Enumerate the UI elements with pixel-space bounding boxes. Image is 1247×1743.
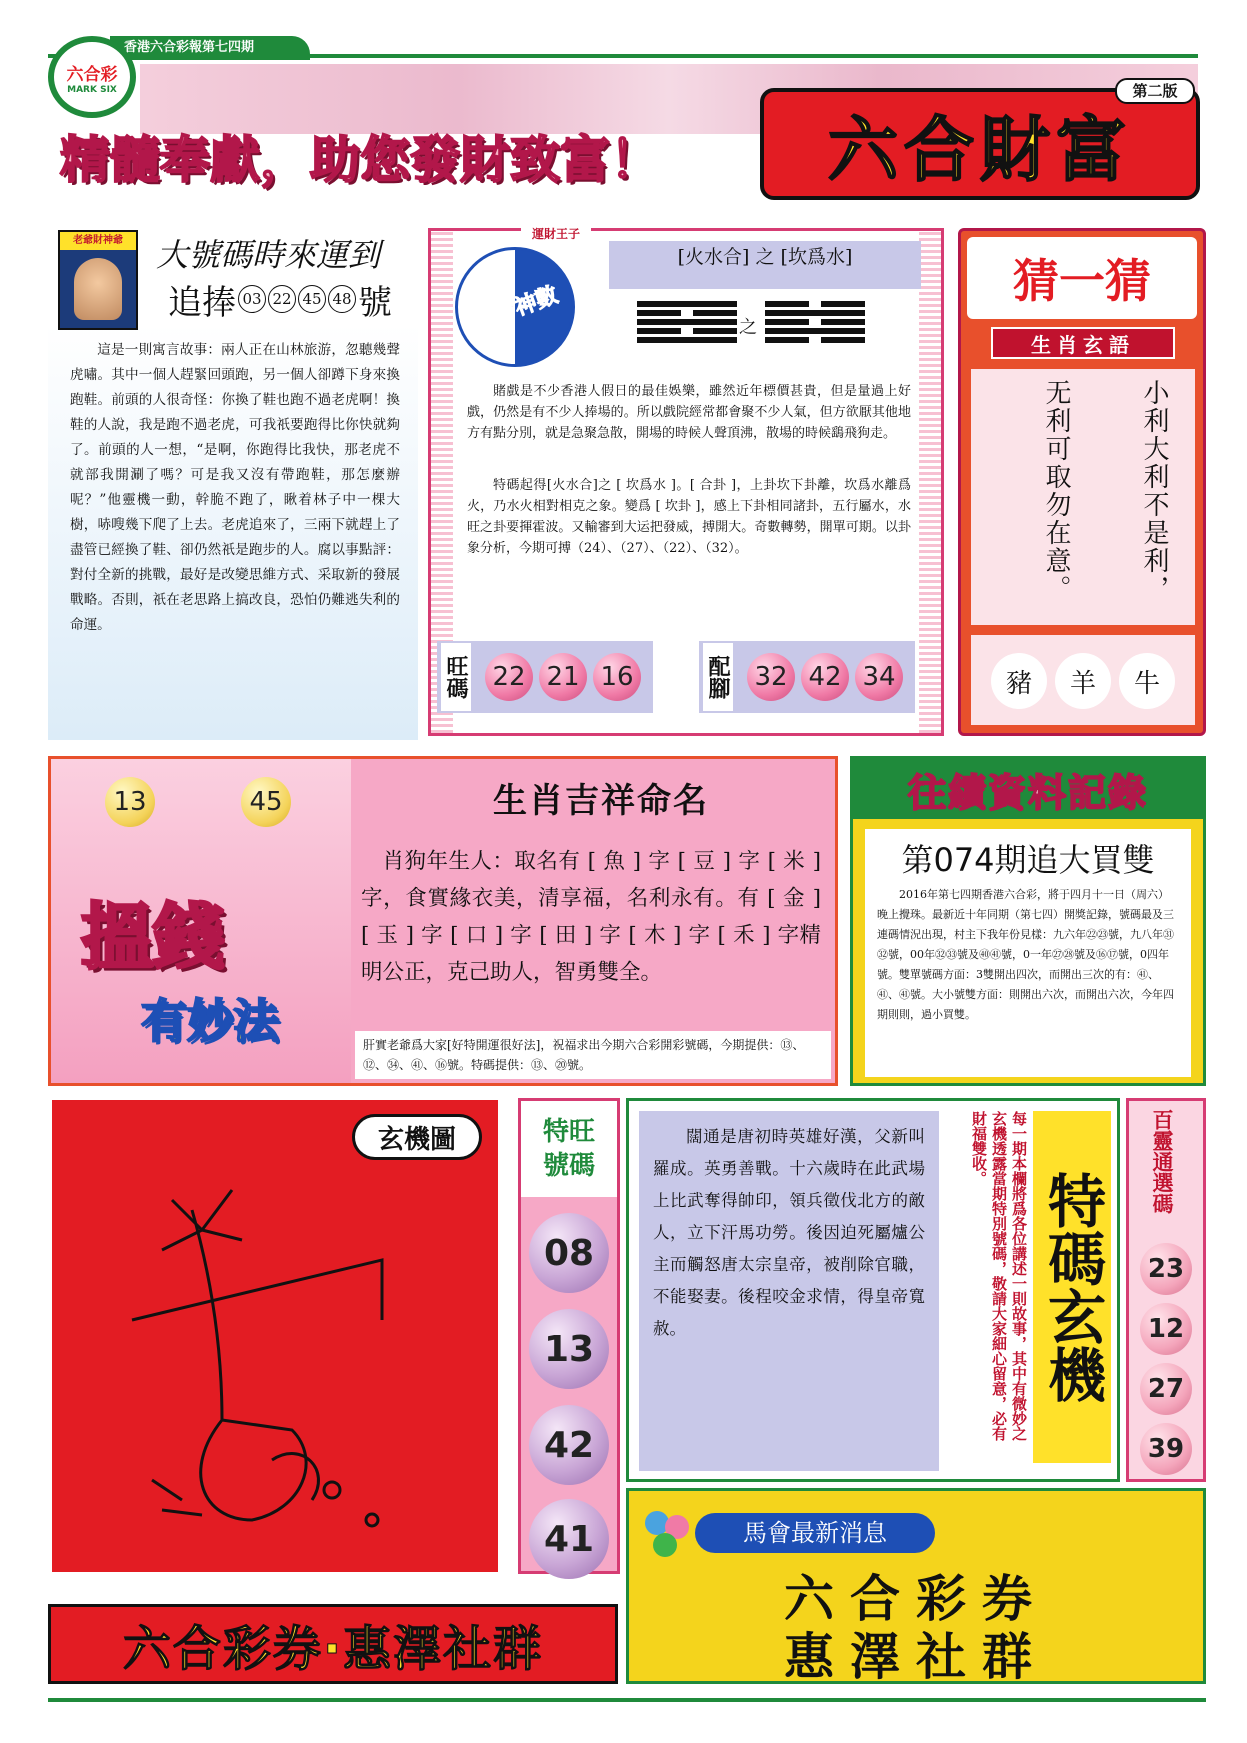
- wang-number: 22: [485, 653, 533, 701]
- news-title: 馬會最新消息: [695, 1513, 935, 1553]
- record-box: [850, 756, 1206, 1086]
- hexagram-left: [637, 301, 737, 349]
- naming-body: 肖狗年生人：取名有 [ 魚 ] 字 [ 豆 ] 字 [ 米 ] 字，食實緣衣美，清享福，名利永有。有 [ 金 ] [ 玉 ] 字 [ 口 ] 字 [ 田 ] 字 [ 木 ] 字 [ 禾 ] 字精明公正，克己助人，智勇雙全。: [361, 849, 821, 985]
- wang-strip: [437, 641, 653, 713]
- chase-prefix: 追捧: [168, 282, 236, 323]
- gua-heading: [火水合] 之 [坎爲水]: [609, 241, 921, 289]
- record-headline: 第074期追大買雙: [901, 841, 1155, 879]
- chase-suffix: 號: [358, 282, 392, 323]
- animal-ball: 牛: [1119, 653, 1175, 709]
- guess-line1: 小利大利不是利，: [1139, 379, 1169, 603]
- animal-ball: 羊: [1055, 653, 1111, 709]
- animals-row: [971, 635, 1195, 725]
- baiyan-number: 39: [1140, 1423, 1192, 1475]
- avatar-face: [74, 258, 122, 320]
- guess-box: [958, 228, 1206, 736]
- gua-badge-top: 運財王子: [521, 225, 591, 242]
- naming-box: [48, 756, 838, 1086]
- gua-box: [428, 228, 944, 736]
- te-wang-box: [518, 1098, 620, 1574]
- gua-para2: 特碼起得[火水合]之 [ 坎爲水 ]。[ 合卦 ]，上卦坎下卦離，坎爲水離爲火，乃水火相對相克之象。變爲 [ 坎卦 ]，感上下卦相同諸卦，五行屬水，水旺之卦要揮霍波。又輸審到大运把發威，搏開大。奇數轉勢，開單可期。以卦象分析，今期可搏（24）、（27）、（22）、（32）。: [467, 478, 911, 556]
- news-line2: 惠澤社群: [784, 1628, 1048, 1686]
- naming-ball: 45: [241, 777, 291, 827]
- tema-box: [626, 1098, 1120, 1482]
- baiyan-title: 百靈通選碼: [1150, 1109, 1174, 1214]
- tema-title-box: [1033, 1111, 1111, 1463]
- record-banner-box: [853, 759, 1203, 819]
- masthead: [760, 88, 1200, 200]
- guess-verse: [971, 369, 1195, 625]
- guess-line2: 无利可取勿在意。: [1041, 379, 1071, 603]
- wang-label: 旺碼: [441, 643, 471, 711]
- record-body-box: [865, 829, 1191, 1077]
- chase-line: [168, 274, 418, 324]
- te-wang-number: 41: [529, 1499, 609, 1579]
- xuanji-drawing: [72, 1170, 482, 1560]
- tema-title: 特碼玄機: [1038, 1171, 1106, 1403]
- logo-text: 六合彩: [66, 64, 118, 85]
- chase-number: 03: [238, 285, 266, 313]
- naming-art-text2: 有妙法: [141, 994, 279, 1048]
- baiyan-number: 12: [1140, 1303, 1192, 1355]
- slogan: 精髓奉獻，助您發財致富！: [60, 131, 660, 189]
- mark-six-logo: [48, 36, 136, 118]
- naming-ball: 13: [105, 777, 155, 827]
- wang-number: 21: [539, 653, 587, 701]
- story2-body: 闊通是唐初時英雄好漢，父新叫羅成。英勇善戰。十六歲時在此武場上比武奪得帥印，領兵徵伐北方的敵人，立下汗馬功勞。後因迫死屬爐公主而觸怒唐太宗皇帝，被削除官職，不能娶妻。後程咬金求情，得皇帝寬赦。: [639, 1111, 939, 1471]
- yin-yang-text: 六合神數: [470, 282, 562, 336]
- te-wang-number: 08: [529, 1213, 609, 1293]
- te-wang-title: 特旺號碼: [542, 1117, 595, 1181]
- pei-number: 32: [747, 653, 795, 701]
- gua-para1: 賭戲是不少香港人假日的最佳娛樂，雖然近年標價甚貴，但是量過上好戲，仍然是有不少人捧場的。所以戲院經常都會聚不少人氣，但方欲厭其他地方有點分別，就是急聚急散，開場的時候人聲頂沸，散場的時候鷂飛狗走。: [467, 384, 911, 441]
- pei-number: 34: [855, 653, 903, 701]
- news-line1: 六合彩券: [784, 1570, 1048, 1628]
- hexagram-right: [765, 301, 865, 349]
- logo-sub: MARK SIX: [67, 84, 117, 95]
- naming-title: 生肖吉祥命名: [493, 781, 709, 821]
- record-banner: 往績資料記錄: [907, 770, 1148, 815]
- xuanji-label: 玄機圖: [377, 1124, 456, 1155]
- bottom-left-text: 六合彩券·惠澤社群: [122, 1620, 544, 1677]
- te-wang-number: 42: [529, 1405, 609, 1485]
- baiyan-box: [1126, 1098, 1206, 1482]
- animal-ball: 豬: [991, 653, 1047, 709]
- edition-badge: 第二版: [1115, 78, 1195, 104]
- bottom-rule: [48, 1698, 1206, 1702]
- mini-ball-icon: [653, 1533, 677, 1557]
- xuanji-art: [52, 1100, 498, 1572]
- story-title: 大號碼時來運到: [156, 236, 381, 274]
- tema-note: 每一期本欄將爲各位講述一則故事，其中有微妙之玄機透露當期特別號碼，敬請大家細心留意，必有財福雙收。: [970, 1111, 1028, 1441]
- yin-yang-badge: [455, 247, 575, 367]
- hex-joiner: 之: [739, 317, 757, 338]
- pei-label: 配腳: [703, 643, 733, 711]
- naming-footnote: 肝實老爺爲大家[好特開運很好法]，祝福求出今期六合彩開彩號碼，今期提供：⑬、⑫、㉞、㊶、⑯號。特碼提供：⑬、⑳號。: [355, 1031, 831, 1079]
- guess-title: 猜一猜: [1013, 254, 1151, 308]
- baiyan-number: 27: [1140, 1363, 1192, 1415]
- news-box: [626, 1488, 1206, 1684]
- guess-title-box: [967, 237, 1197, 319]
- chase-number: 48: [328, 285, 356, 313]
- te-wang-number: 13: [529, 1309, 609, 1389]
- record-body: 2016年第七四期香港六合彩，將于四月十一日（周六）晚上攪珠。最新近十年同期（第七四）開獎記錄，號碼最及三連碼情況出現，村主下我年份見樣：九六年㉒㉓號，九八年㉛㉜號，00年㉜㉝號及㊵㊶號，0一年㉗㉘號及⑯⑰號，0四年號。雙單號碼方面：3雙開出四次，而開出三次的有：㊶、㊶、㊶號。大小號雙方面：則開出六次，而開出六次，今年四期則則，過小買雙。: [877, 888, 1174, 1021]
- bottom-left-banner: [48, 1604, 618, 1684]
- xuanji-label-box: [352, 1114, 482, 1160]
- header: [0, 0, 1247, 215]
- naming-art-text1: 搵錢: [81, 895, 226, 979]
- avatar: [58, 230, 138, 330]
- guess-subtitle: 生肖玄語: [991, 327, 1175, 359]
- issue-tab: 香港六合彩報第七四期: [110, 36, 310, 60]
- story-body: 這是一則寓言故事：兩人正在山林旅游，忽聽幾聲虎嘯。其中一個人趕緊回頭跑，另一個人卻蹲下身來換跑鞋。前頭的人很奇怪：你換了鞋也跑不過老虎啊！換鞋的人說，我是跑不過老虎，可我祇要跑得比你快就夠了。前頭的人一想，“是啊，你跑得比我快，那老虎不就部我開涮了嗎？可是我又沒有帶跑鞋，那怎麼辦呢？”他靈機一動，幹脆不跑了，瞅着林子中一棵大樹，哧嗖幾下爬了上去。老虎追來了，三兩下就趕上了盡管已經換了鞋、卻仍然祇是跑步的人。腐以事點評：對付全新的挑戰，最好是改變思維方式、采取新的發展戰略。否則，祇在老思路上搞改良，恐怕仍難逃失利的命運。: [70, 342, 400, 633]
- wang-number: 16: [593, 653, 641, 701]
- gua-right-stripe: [919, 231, 941, 733]
- pei-strip: [699, 641, 915, 713]
- chase-number: 45: [298, 285, 326, 313]
- baiyan-number: 23: [1140, 1243, 1192, 1295]
- avatar-label: 老爺財神爺: [60, 232, 136, 250]
- te-wang-title-box: [521, 1101, 617, 1197]
- naming-art: [51, 759, 351, 1083]
- chase-number: 22: [268, 285, 296, 313]
- story-box: [48, 220, 418, 740]
- masthead-text: 六合財富: [828, 108, 1132, 191]
- pei-number: 42: [801, 653, 849, 701]
